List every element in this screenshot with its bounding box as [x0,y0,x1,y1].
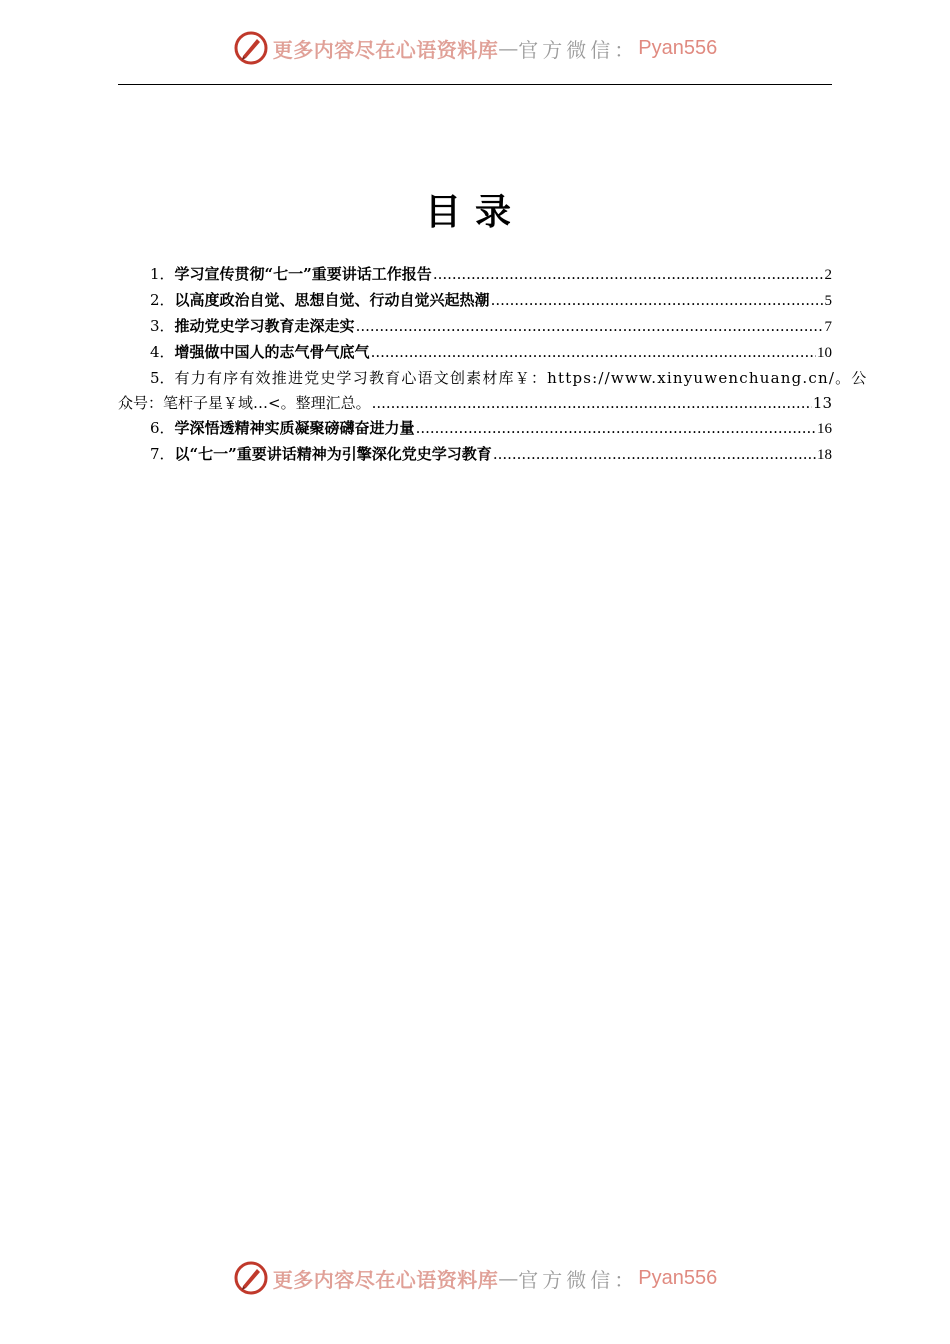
toc-leader [372,391,812,416]
toc-leader [491,288,824,313]
toc-number: 7． [150,445,175,463]
toc-number: 3． [150,317,175,335]
page-title: 目录 [424,192,525,233]
toc-entry-5[interactable] [118,366,868,416]
toc-entry-4[interactable] [118,340,832,366]
toc-entry-3[interactable] [118,314,832,340]
toc-number: 2． [150,291,175,309]
toc-leader [416,416,816,441]
toc-entry-2[interactable] [118,288,832,314]
header-wechat-label: 官方微信： [518,37,639,62]
toc-entry-6[interactable] [118,416,832,442]
toc-title-line-2: 众号：笔杆子星￥域…<。整理汇总。 [118,394,371,412]
toc-leader [371,340,816,365]
toc-page-number: 18 [817,447,832,463]
toc-leader [493,442,816,467]
header-slogan: 更多内容尽在心语资料库 [272,37,499,62]
toc-page-number: 2 [824,267,832,283]
quill-pen-logo-icon [233,1260,269,1296]
toc-page-number: 13 [812,394,832,412]
toc-title: 增强做中国人的志气骨气底气 [174,343,370,361]
footer-slogan: 更多内容尽在心语资料库 [272,1267,499,1292]
toc-leader [433,262,824,287]
header-separator: — [498,36,519,60]
toc-page-number: 10 [817,345,832,361]
quill-pen-logo-icon [233,30,269,66]
toc-number: 5． [150,369,175,387]
toc-page-number: 16 [817,421,832,437]
footer-separator: — [498,1266,519,1290]
footer-wechat-label: 官方微信： [518,1267,639,1292]
toc-title: 以高度政治自觉、思想自觉、行动自觉兴起热潮 [174,291,490,309]
header-divider [118,84,832,85]
toc-title: 推动党史学习教育走深走实 [174,317,355,335]
toc-number: 4． [150,343,175,361]
header-banner [0,28,950,68]
toc-number: 1． [150,265,175,283]
toc-entry-7[interactable] [118,442,832,468]
table-of-contents [118,262,868,468]
toc-page-number: 7 [824,319,832,335]
toc-leader [356,314,824,339]
footer-banner [0,1258,950,1298]
toc-title: 以“七一”重要讲话精神为引擎深化党史学习教育 [174,445,492,463]
toc-entry-1[interactable] [118,262,832,288]
toc-title: 学深悟透精神实质凝聚磅礴奋进力量 [174,419,415,437]
header-wechat-id: Pyan556 [638,36,718,59]
footer-wechat-id: Pyan556 [638,1266,718,1289]
toc-title: 学习宣传贯彻“七一”重要讲话工作报告 [174,265,432,283]
toc-title-line-1: 有力有序有效推进党史学习教育心语文创素材库￥：https://www.xinyuwenchuang.cn/。公 [174,369,868,387]
toc-page-number: 5 [824,293,832,309]
toc-number: 6． [150,419,175,437]
